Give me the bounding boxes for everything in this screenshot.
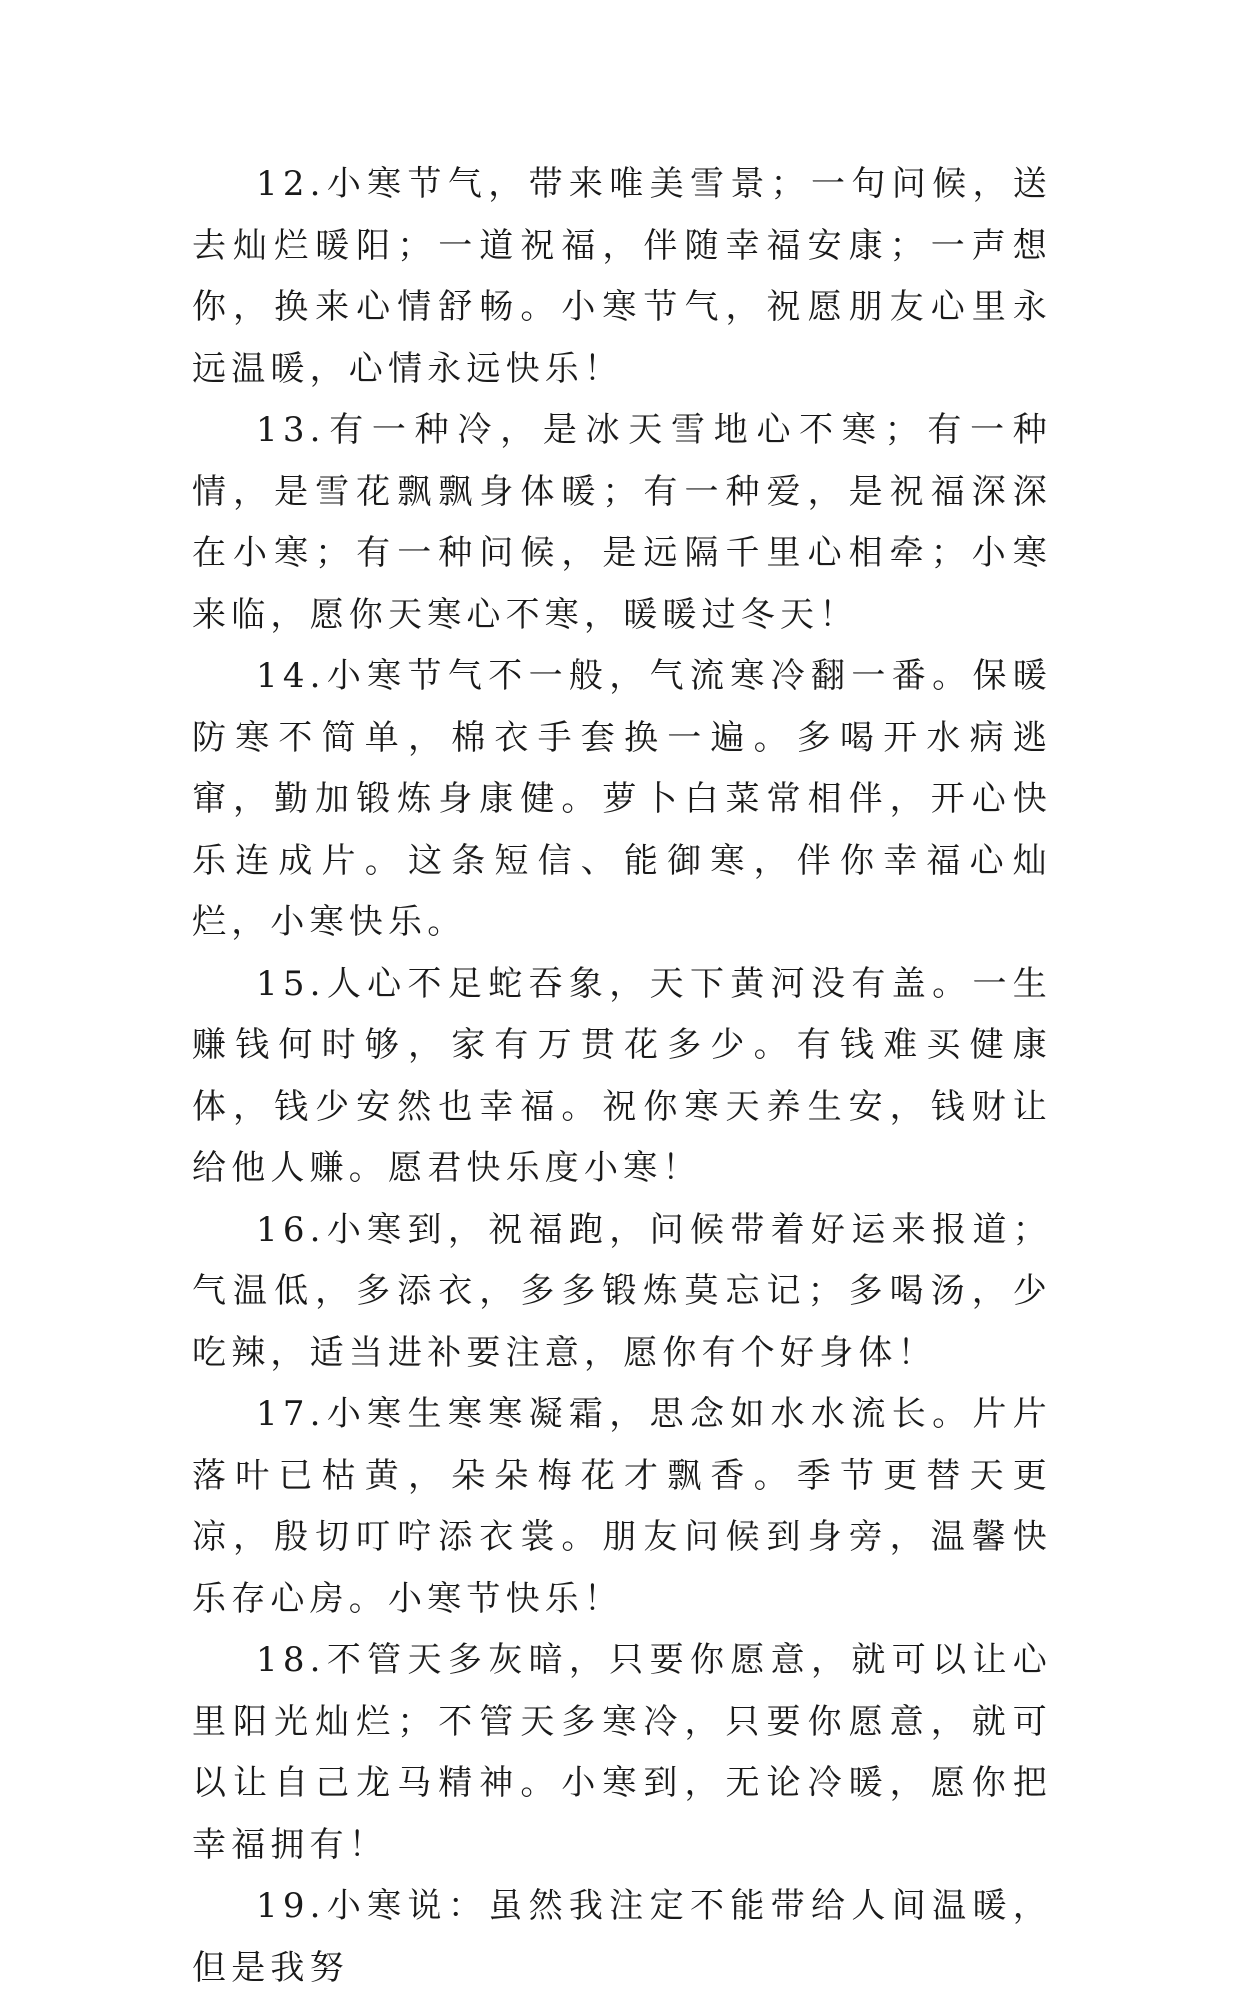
- document-body: [192, 154, 1052, 1999]
- paragraph-17: 17.小寒生寒寒凝霜，思念如水水流长。片片落叶已枯黄，朵朵梅花才飘香。季节更替天更凉，殷切叮咛添衣裳。朋友问候到身旁，温馨快乐存心房。小寒节快乐！: [192, 1394, 1052, 1619]
- paragraph-19: 19.小寒说：虽然我注定不能带给人间温暖，但是我努: [192, 1886, 1052, 1988]
- paragraph-12: 12.小寒节气，带来唯美雪景；一句问候，送去灿烂暖阳；一道祝福，伴随幸福安康；一声想你，换来心情舒畅。小寒节气，祝愿朋友心里永远温暖，心情永远快乐！: [192, 164, 1052, 389]
- paragraph-13: 13.有一种冷，是冰天雪地心不寒；有一种情，是雪花飘飘身体暖；有一种爱，是祝福深深在小寒；有一种问候，是远隔千里心相牵；小寒来临，愿你天寒心不寒，暖暖过冬天！: [192, 410, 1052, 635]
- paragraph-18: 18.不管天多灰暗，只要你愿意，就可以让心里阳光灿烂；不管天多寒冷，只要你愿意，就可以让自己龙马精神。小寒到，无论冷暖，愿你把幸福拥有！: [192, 1640, 1052, 1865]
- paragraph-14: 14.小寒节气不一般，气流寒冷翻一番。保暖防寒不简单，棉衣手套换一遍。多喝开水病逃窜，勤加锻炼身康健。萝卜白菜常相伴，开心快乐连成片。这条短信、能御寒，伴你幸福心灿烂，小寒快乐。: [192, 656, 1052, 942]
- paragraph-15: 15.人心不足蛇吞象，天下黄河没有盖。一生赚钱何时够，家有万贯花多少。有钱难买健康体，钱少安然也幸福。祝你寒天养生安，钱财让给他人赚。愿君快乐度小寒！: [192, 963, 1052, 1188]
- paragraph-16: 16.小寒到，祝福跑，问候带着好运来报道；气温低，多添衣，多多锻炼莫忘记；多喝汤，少吃辣，适当进补要注意，愿你有个好身体！: [192, 1209, 1052, 1373]
